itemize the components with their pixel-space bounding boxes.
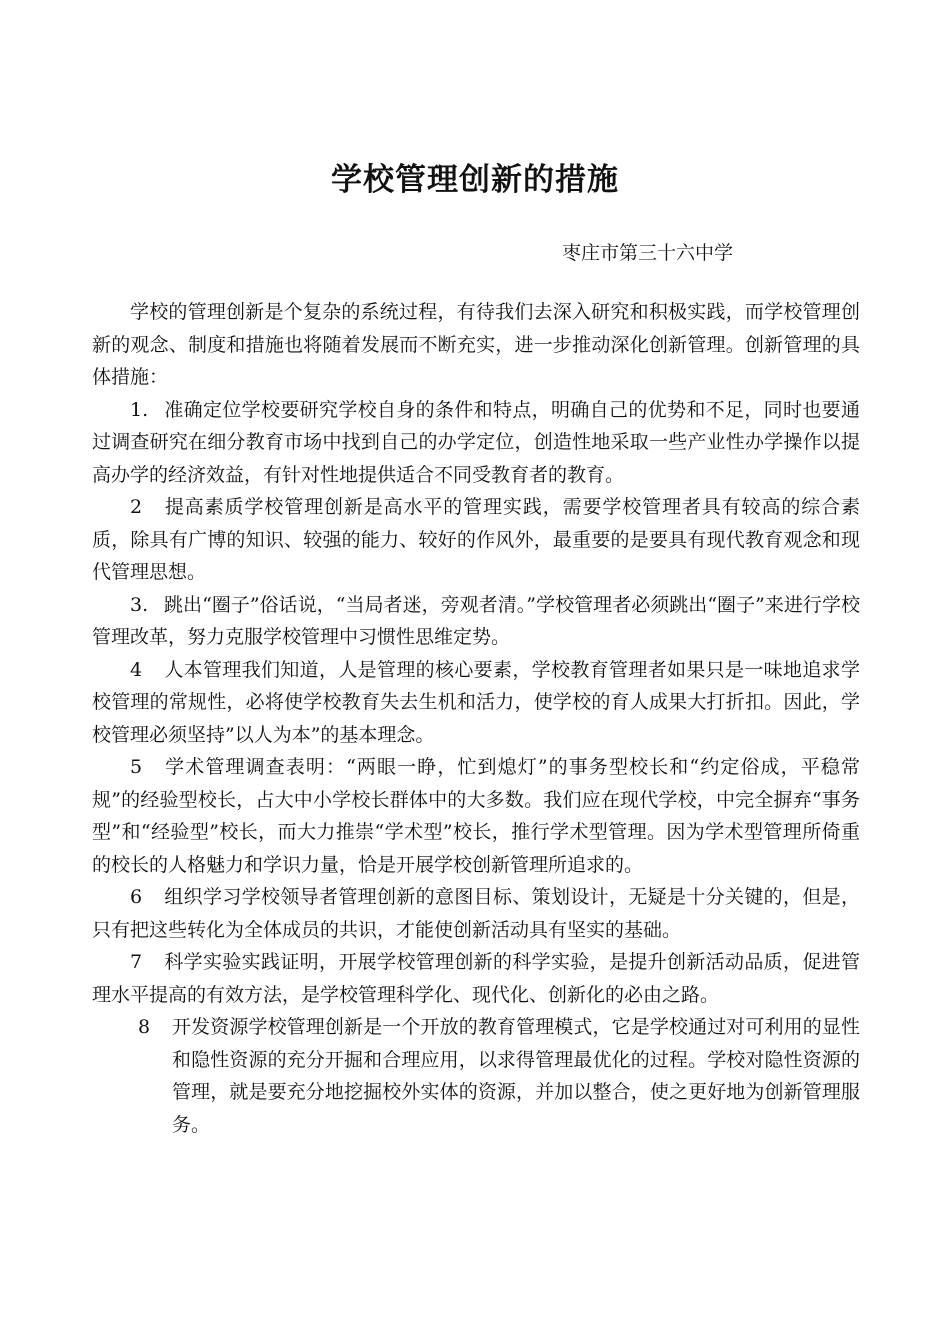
list-item xyxy=(92,946,860,1011)
list-item xyxy=(92,491,860,589)
list-item-number: 4 xyxy=(130,658,143,681)
list-item-number: 6 xyxy=(130,886,143,908)
intro-paragraph: 学校的管理创新是个复杂的系统过程，有待我们去深入研究和积极实践，而学校管理创新的观念、制度和措施也将随着发展而不断充实，进一步推动深化创新管理。创新管理的具体措施： xyxy=(92,301,860,388)
list-item xyxy=(92,394,860,492)
document-author: 枣庄市第三十六中学 xyxy=(562,242,734,264)
list-item xyxy=(92,589,860,654)
list-item-text: 学术管理调查表明：“两眼一睁，忙到熄灯”的事务型校长和“约定俗成，平稳常规”的经验型校长，占大中小学校长群体中的大多数。我们应在现代学校，中完全摒弃“事务型”和“经验型”校长，而大力推崇“学术型”校长，推行学术型管理。因为学术型管理所倚重的校长的人格魅力和学识力量，恰是开展学校创新管理所追求的。 xyxy=(92,756,860,876)
list-item-text: 跳出“圈子”俗话说，“当局者迷，旁观者清。”学校管理者必须跳出“圈子”来进行学校管理改革，努力克服学校管理中习惯性思维定势。 xyxy=(92,593,860,648)
list-item-number: 1. xyxy=(130,398,149,421)
list-item-number: 3. xyxy=(130,593,149,616)
list-item xyxy=(92,654,860,752)
list-item xyxy=(92,751,860,881)
list-item-text: 组织学习学校领导者管理创新的意图目标、策划设计，无疑是十分关键的，但是，只有把这些转化为全体成员的共识，才能使创新活动具有坚实的基础。 xyxy=(92,886,860,941)
document-body xyxy=(92,296,860,1141)
list-item-text: 开发资源学校管理创新是一个开放的教育管理模式，它是学校通过对可利用的显性和隐性资源的充分开掘和合理应用，以求得管理最优化的过程。学校对隐性资源的管理，就是要充分地挖掘校外实体的资源，并加以整合，使之更好地为创新管理服务。 xyxy=(172,1016,860,1136)
list-item xyxy=(92,1011,860,1141)
list-item-text: 准确定位学校要研究学校自身的条件和特点，明确自己的优势和不足，同时也要通过调查研究在细分教育市场中找到自己的办学定位，创造性地采取一些产业性办学操作以提高办学的经济效益，有针对性地提供适合不同受教育者的教育。 xyxy=(92,398,860,486)
list-item-number: 8 xyxy=(138,1016,151,1038)
list-item xyxy=(92,881,860,946)
list-item-text: 科学实验实践证明，开展学校管理创新的科学实验，是提升创新活动品质，促进管理水平提高的有效方法，是学校管理科学化、现代化、创新化的必由之路。 xyxy=(92,951,860,1006)
document-title: 学校管理创新的措施 xyxy=(331,162,619,198)
list-item-number: 2 xyxy=(130,496,143,518)
list-item-number: 5 xyxy=(130,756,143,778)
list-item-text: 人本管理我们知道，人是管理的核心要素，学校教育管理者如果只是一味地追求学校管理的常规性，必将使学校教育失去生机和活力，使学校的育人成果大打折扣。因此，学校管理必须坚持”以人为本”的基本理念。 xyxy=(92,658,860,746)
list-item-text: 提高素质学校管理创新是高水平的管理实践，需要学校管理者具有较高的综合素质，除具有广博的知识、较强的能力、较好的作风外，最重要的是要具有现代教育观念和现代管理思想。 xyxy=(92,496,860,583)
list-item-number: 7 xyxy=(130,951,143,973)
